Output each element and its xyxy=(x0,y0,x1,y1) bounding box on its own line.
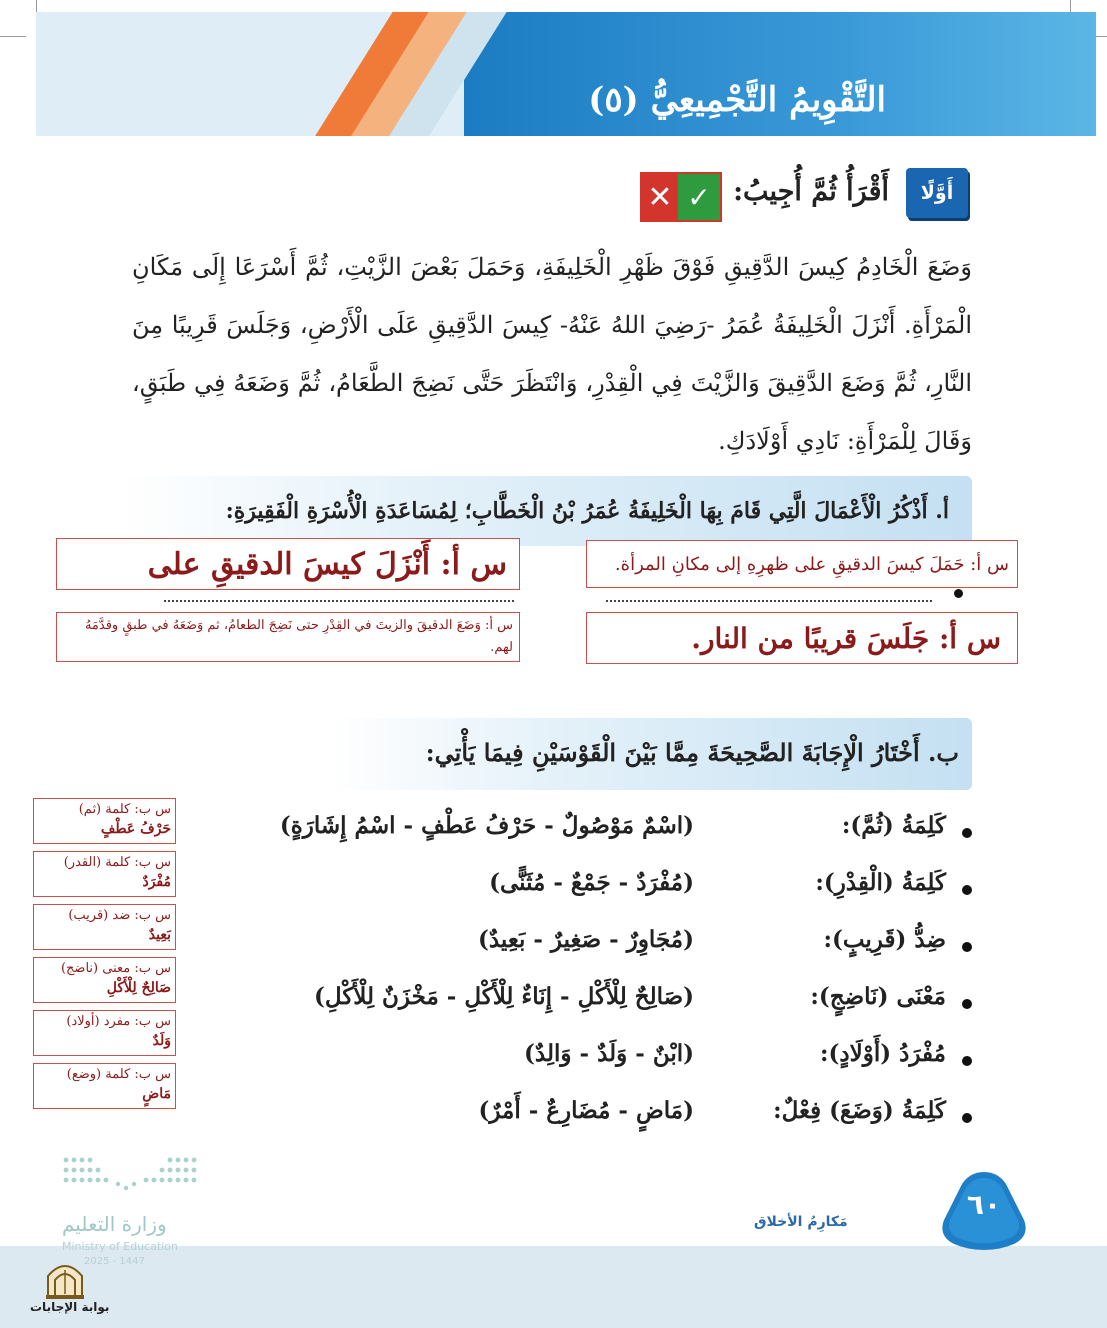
side-answer-value: وَلَدٌ xyxy=(152,1033,171,1049)
bullet-icon xyxy=(962,1056,972,1066)
answer-line xyxy=(164,600,514,602)
reading-passage: وَضَعَ الْخَادِمُ كِيسَ الدَّقِيقِ فَوْقَ ظَهْرِ الْخَلِيفَةِ، وَحَمَلَ بَعْضَ الزَّيْتِ، ثُمَّ أَسْرَعَا إِلَى مَكَانِ الْمَرْأَةِ. أَنْزَلَ الْخَلِيفَةُ عُمَرُ -رَضِيَ اللهُ عَنْهُ- كِيسَ الدَّقِيقِ عَلَى الْأَرْضِ، وَجَلَسَ قَرِيبًا مِنَ النَّارِ، ثُمَّ وَضَعَ الدَّقِيقَ وَالزَّيْتَ فِي الْقِدْرِ، وَانْتَظَرَ حَتَّى نَضِجَ الطَّعَامُ، ثُمَّ وَضَعَهُ فِي طَبَقٍ، وَقَالَ لِلْمَرْأَةِ: نَادِي أَوْلَادَكِ. xyxy=(132,253,972,455)
answer-box[interactable]: س أ: أَنْزَلَ كيسَ الدقيقِ على xyxy=(56,538,520,590)
question-a-text: أ. أَذْكُرُ الْأَعْمَالَ الَّتِي قَامَ بِهَا الْخَلِيفَةُ عُمَرُ بْنُ الْخَطَّابِ؛ لِمُسَاعَدَةِ الْأُسْرَةِ الْفَقِيرَةِ: xyxy=(225,498,949,524)
side-answer-box[interactable] xyxy=(33,1010,176,1056)
choice-options: (اسْمٌ مَوْصُولٌ - حَرْفُ عَطْفٍ - اسْمُ إِشَارَةٍ) xyxy=(279,812,694,839)
side-answer-question: س ب: كلمة (وضع) xyxy=(66,1067,171,1082)
choice-row xyxy=(240,979,972,1029)
side-answer-box[interactable] xyxy=(33,904,176,950)
bullet-icon xyxy=(962,942,972,952)
bullet-icon xyxy=(962,999,972,1009)
footer-band xyxy=(0,1246,1107,1328)
side-answer-box[interactable] xyxy=(33,1063,176,1109)
side-answer-box[interactable] xyxy=(33,957,176,1003)
book-title: مَكارِمُ الأخلاق xyxy=(754,1214,848,1230)
choice-options: (مَاضٍ - مُضَارِعٌ - أَمْرٌ) xyxy=(478,1097,694,1124)
choice-options: (صَالِحٌ لِلْأَكْلِ - إِنَاءٌ لِلْأَكْلِ - مَخْزَنٌ لِلْأَكْلِ) xyxy=(314,983,694,1010)
side-answer-value: صَالِحٌ لِلْأَكْلِ xyxy=(106,980,171,996)
answer-box[interactable]: س أ: حَمَلَ كيسَ الدقيقِ على ظهرِهِ إلى مكانِ المرأة. xyxy=(586,540,1018,588)
bullet-icon xyxy=(962,828,972,838)
side-answer-box[interactable] xyxy=(33,798,176,844)
section-badge: أَوَّلًا xyxy=(906,168,968,218)
choice-row xyxy=(240,865,972,915)
side-answer-value: بَعِيدٌ xyxy=(148,927,171,943)
side-answer-question: س ب: كلمة (ثم) xyxy=(78,802,171,817)
question-b-text: ب. أَخْتَارُ الْإِجَابَةَ الصَّحِيحَةَ مِمَّا بَيْنَ الْقَوْسَيْنِ فِيمَا يَأْتِي: xyxy=(425,738,959,767)
choice-options: (مُجَاوِرٌ - صَغِيرٌ - بَعِيدٌ) xyxy=(477,926,694,953)
ministry-name-english: Ministry of Education xyxy=(62,1240,179,1253)
side-answer-question: س ب: معنى (ناضج) xyxy=(60,961,171,976)
choice-label: كَلِمَةُ (ثُمَّ): xyxy=(841,812,946,839)
ministry-name-arabic: وزارة التعليم xyxy=(62,1212,167,1236)
edition-year: 2025 - 1447 xyxy=(84,1256,145,1267)
bullet-icon xyxy=(962,1113,972,1123)
side-answer-question: س ب: ضد (قريب) xyxy=(68,908,171,923)
answer-box[interactable]: س أ: جَلَسَ قريبًا من النار. xyxy=(586,612,1018,664)
side-answer-value: مَاضٍ xyxy=(142,1086,171,1102)
choice-options: (ابْنٌ - وَلَدٌ - وَالِدٌ) xyxy=(524,1040,694,1067)
side-answer-value: مُفْرَدٌ xyxy=(142,874,171,890)
choice-label: ضِدُّ (قَرِيبٍ): xyxy=(823,926,946,953)
section-heading: أَقْرَأُ ثُمَّ أُجِيبُ: xyxy=(733,176,889,207)
page-title: التَّقْوِيمُ التَّجْمِيعِيُّ (٥) xyxy=(588,80,886,120)
choice-label: مُفْرَدُ (أَوْلَادٍ): xyxy=(819,1040,946,1067)
answer-box[interactable]: س أ: وَضَعَ الدقيقَ والزيتَ في القِدْرِ حتى نَضِجَ الطعامُ، ثم وَضَعَهُ في طبقٍ وقدَّمَهُ لهم. xyxy=(56,612,520,662)
choice-label: مَعْنَى (نَاضِجٍ): xyxy=(810,983,946,1010)
site-logo-icon xyxy=(44,1256,86,1300)
side-answer-value: حَرْفُ عَطْفٍ xyxy=(100,821,171,837)
choice-label: كَلِمَةُ (الْقِدْرِ): xyxy=(815,869,946,896)
choice-row xyxy=(240,1036,972,1086)
page-number: ٦٠ xyxy=(966,1188,1002,1221)
choice-row xyxy=(240,808,972,858)
choice-row xyxy=(240,922,972,972)
bullet-icon xyxy=(962,885,972,895)
choice-options: (مُفْرَدٌ - جَمْعٌ - مُثَنًّى) xyxy=(489,869,694,896)
side-answer-box[interactable] xyxy=(33,851,176,897)
bullet-icon xyxy=(954,589,963,598)
side-answer-question: س ب: كلمة (القدر) xyxy=(63,855,171,870)
ministry-logo-icon xyxy=(62,1154,198,1200)
check-icon: ✓ xyxy=(678,174,720,220)
header-band xyxy=(36,12,1096,136)
site-name: بوابة الإجابات xyxy=(30,1300,110,1314)
crop-mark xyxy=(0,36,26,37)
true-false-icons xyxy=(640,172,722,222)
choice-label: كَلِمَةُ (وَضَعَ) فِعْلٌ: xyxy=(773,1097,946,1124)
choice-row xyxy=(240,1093,972,1143)
answer-line xyxy=(606,600,932,602)
x-icon: ✕ xyxy=(642,174,678,220)
side-answer-question: س ب: مفرد (أولاد) xyxy=(66,1014,171,1029)
